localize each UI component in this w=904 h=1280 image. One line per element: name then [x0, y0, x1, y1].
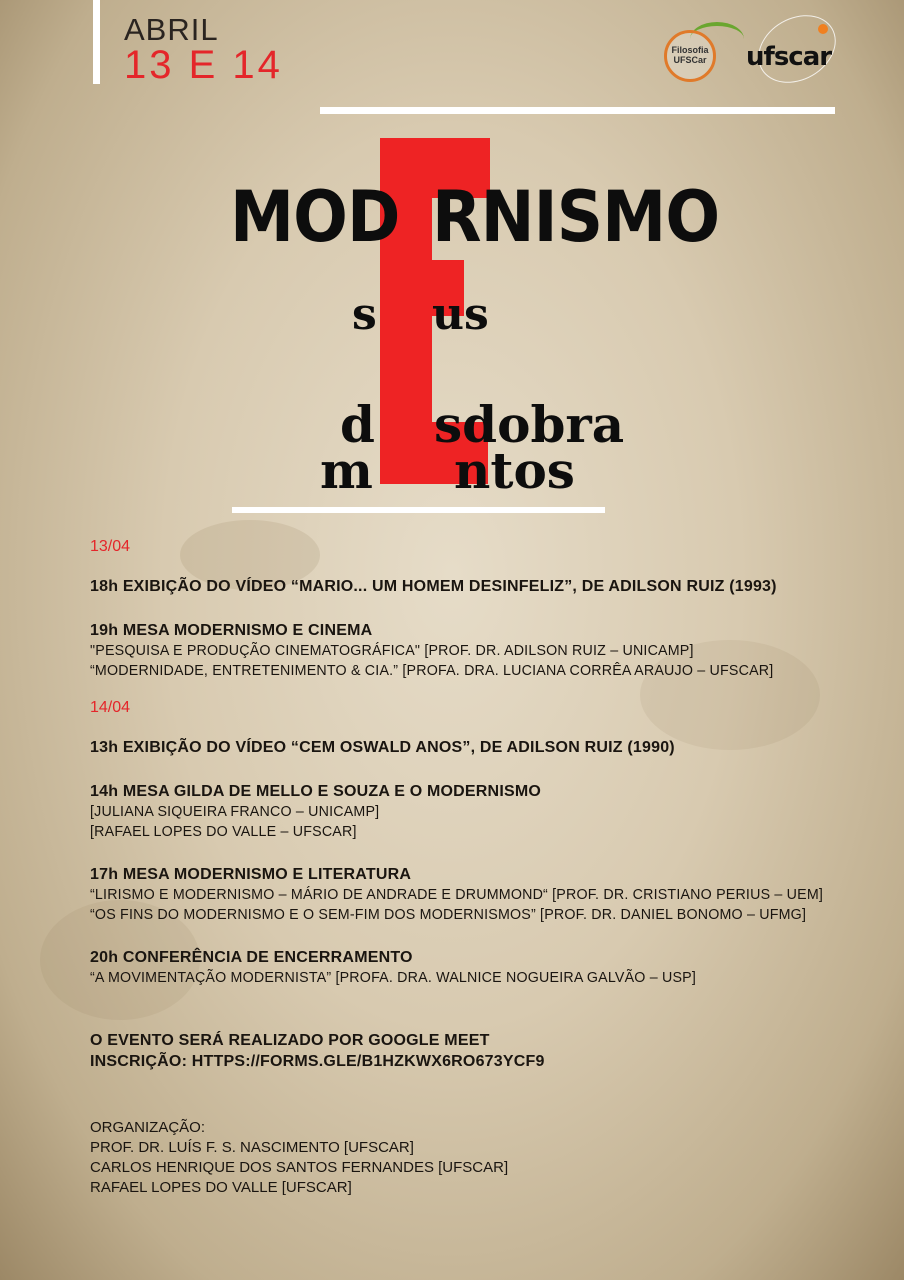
day-date: 13/04: [90, 538, 131, 555]
event-heading: 13h EXIBIÇÃO DO VÍDEO “CEM OSWALD ANOS”, DE ADILSON RUIZ (1990): [90, 739, 675, 756]
title-desdobra-rest: sdobra: [434, 395, 625, 454]
ufscar-logo-dot: [818, 24, 828, 34]
header-accent-bar: [93, 0, 100, 84]
title-rnismo: RNISMO: [432, 176, 720, 258]
event-heading: 18h EXIBIÇÃO DO VÍDEO “MARIO... UM HOMEM DESINFELIZ”, DE ADILSON RUIZ (1993): [90, 578, 777, 595]
event-heading: 17h MESA MODERNISMO E LITERATURA: [90, 866, 412, 883]
filosofia-logo-text-1: Filosofia: [671, 45, 709, 56]
event-detail: [JULIANA SIQUEIRA FRANCO – UNICAMP]: [90, 803, 380, 820]
bottom-divider: [232, 507, 605, 513]
title-mentos-m: m: [320, 441, 373, 500]
filosofia-logo-text-2: UFSCar: [673, 55, 707, 65]
filosofia-ufscar-logo: [664, 30, 716, 82]
title-seus-us: us: [432, 289, 489, 340]
event-month: ABRIL: [124, 12, 219, 47]
notice-line: O EVENTO SERÁ REALIZADO POR GOOGLE MEET: [90, 1032, 490, 1049]
organizer: RAFAEL LOPES DO VALLE [UFSCAR]: [90, 1179, 352, 1196]
event-detail: "PESQUISA E PRODUÇÃO CINEMATOGRÁFICA" [PROF. DR. ADILSON RUIZ – UNICAMP]: [90, 642, 694, 659]
organization-label: ORGANIZAÇÃO:: [90, 1119, 206, 1136]
ufscar-logo: ufscar: [746, 42, 832, 72]
event-detail: “OS FINS DO MODERNISMO E O SEM-FIM DOS MODERNISMOS” [PROF. DR. DANIEL BONOMO – UFMG]: [90, 906, 807, 923]
event-days: 13 E 14: [124, 43, 283, 87]
title-mentos-rest: ntos: [454, 441, 575, 500]
event-heading: 20h CONFERÊNCIA DE ENCERRAMENTO: [90, 949, 413, 966]
registration-link[interactable]: INSCRIÇÃO: HTTPS://FORMS.GLE/B1HZKWX6RO673YCF9: [90, 1053, 545, 1070]
event-detail: “LIRISMO E MODERNISMO – MÁRIO DE ANDRADE E DRUMMOND“ [PROF. DR. CRISTIANO PERIUS – UEM]: [90, 886, 824, 903]
title-desdobra-d: d: [340, 395, 375, 454]
organizer: CARLOS HENRIQUE DOS SANTOS FERNANDES [UFSCAR]: [90, 1159, 509, 1176]
top-divider: [320, 107, 835, 114]
event-detail: [RAFAEL LOPES DO VALLE – UFSCAR]: [90, 823, 357, 840]
event-detail: “A MOVIMENTAÇÃO MODERNISTA” [PROFA. DRA. WALNICE NOGUEIRA GALVÃO – USP]: [90, 969, 697, 986]
day-date: 14/04: [90, 699, 131, 716]
title-mod: MOD: [230, 176, 400, 258]
event-heading: 14h MESA GILDA DE MELLO E SOUZA E O MODERNISMO: [90, 783, 542, 800]
event-heading: 19h MESA MODERNISMO E CINEMA: [90, 622, 373, 639]
event-detail: “MODERNIDADE, ENTRETENIMENTO & CIA.” [PROFA. DRA. LUCIANA CORRÊA ARAUJO – UFSCAR]: [90, 662, 774, 679]
organizer: PROF. DR. LUÍS F. S. NASCIMENTO [UFSCAR]: [90, 1139, 414, 1156]
schedule: [90, 538, 870, 1196]
title-seus-s: s: [352, 289, 377, 340]
